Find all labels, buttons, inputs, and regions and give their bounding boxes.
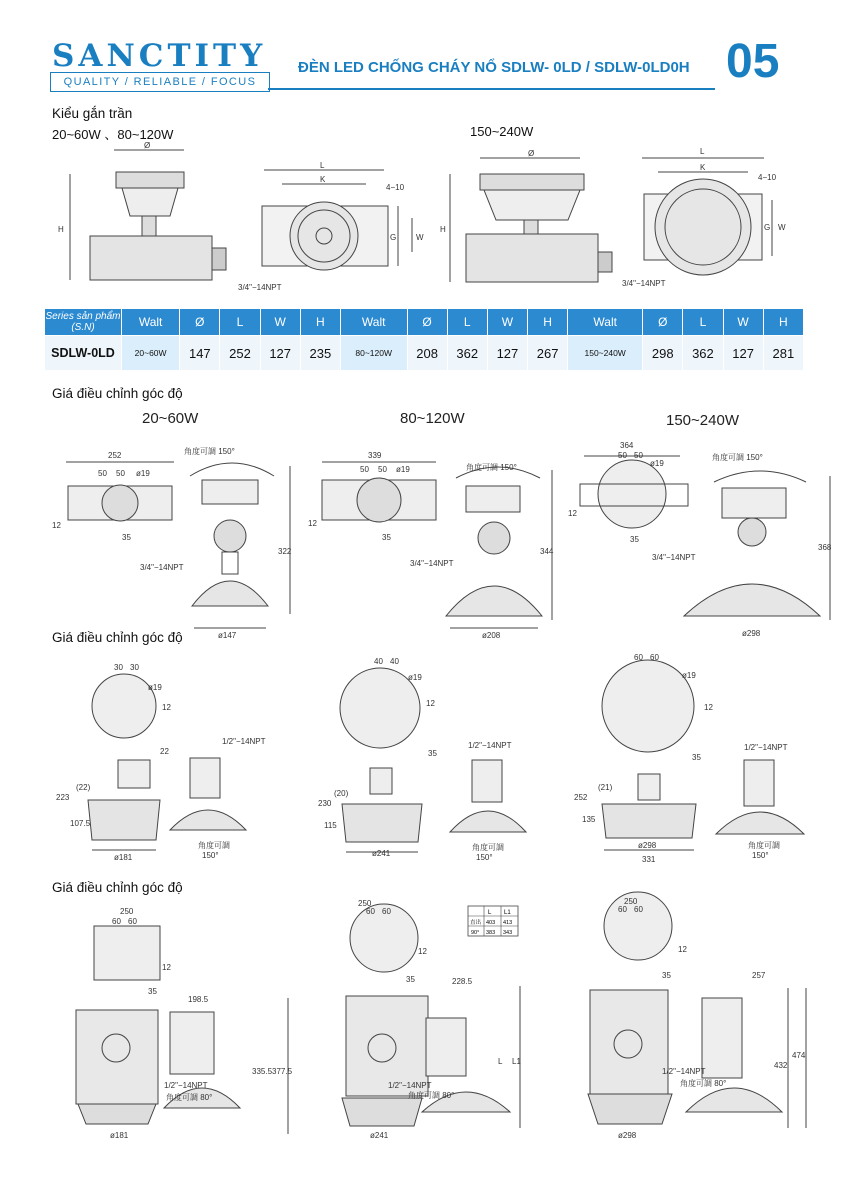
dim-c-width: 364: [620, 441, 634, 450]
s3-b-npt: 1/2"−14NPT: [468, 741, 512, 750]
td-w-1: 127: [260, 336, 300, 371]
s4-a-off: 12: [162, 963, 171, 972]
s4-a-dia: ø181: [110, 1131, 129, 1140]
s3-b-h1: 230: [318, 799, 332, 808]
s3-b-off: 12: [426, 699, 435, 708]
th-watt-3: Walt: [568, 309, 643, 336]
td-watt-3: 150~240W: [568, 336, 643, 371]
s3-c-h2: (21): [598, 783, 613, 792]
page-number: 05: [726, 35, 780, 88]
s3-c-side: 35: [692, 753, 701, 762]
spec-table: [44, 308, 804, 371]
mini-r2-l: 383: [486, 930, 496, 936]
td-w-3: 127: [723, 336, 763, 371]
td-l-2: 362: [447, 336, 487, 371]
s4-b-h2: L1: [512, 1057, 521, 1066]
label-k-1: K: [320, 175, 326, 184]
mini-r1-l: 403: [486, 920, 496, 926]
s4-a-angle: 角度可調 80°: [166, 1093, 213, 1102]
s4-b-d1: 60: [366, 907, 375, 916]
label-holes-1: 4−10: [386, 183, 405, 192]
s3-c-angle-value: 150°: [752, 851, 769, 860]
dim-a-npt: 3/4"−14NPT: [140, 563, 184, 572]
dim-b-side: 12: [308, 519, 317, 528]
th-l-3: L: [683, 309, 723, 336]
s3-b-angle-label: 角度可調: [472, 843, 504, 852]
dim-a-angle: 角度可調 150°: [184, 447, 235, 456]
s4-b-dia: ø241: [370, 1131, 389, 1140]
label-npt-2: 3/4"−14NPT: [622, 279, 666, 288]
s3-a-angle-label: 角度可調: [198, 841, 230, 850]
s3-a-h3: 107.5: [70, 819, 91, 828]
brand-tagline: QUALITY / RELIABLE / FOCUS: [50, 72, 270, 92]
s3-b-angle-value: 150°: [476, 853, 493, 862]
s4-b-d2: 60: [382, 907, 391, 916]
s4-a-width: 250: [120, 907, 134, 916]
dim-c-height: 368: [818, 543, 832, 552]
label-l-2: L: [700, 147, 705, 156]
s4-c-d1: 60: [618, 905, 627, 914]
dim-c-d1: 50: [618, 451, 627, 460]
caption-bracket-c: 150~240W: [666, 412, 739, 429]
caption-small-range: 20~60W 、80~120W: [52, 127, 174, 142]
td-dia-3: 298: [643, 336, 683, 371]
s3-b-h3: 115: [324, 821, 337, 830]
s4-b-width: 250: [358, 899, 372, 908]
td-l-1: 252: [220, 336, 260, 371]
s4-b-angle: 角度可調 80°: [408, 1091, 455, 1100]
s3-c-d2: 60: [650, 653, 659, 662]
dim-a-side: 12: [52, 521, 61, 530]
dim-b-angle: 角度可調 150°: [466, 463, 517, 472]
label-h-2: H: [440, 225, 446, 234]
dim-c-npt: 3/4"−14NPT: [652, 553, 696, 562]
dim-c-side: 12: [568, 509, 577, 518]
th-dia-1: Ø: [180, 309, 220, 336]
s3-a-d1: 30: [114, 663, 123, 672]
th-h-3: H: [763, 309, 803, 336]
th-w-3: W: [723, 309, 763, 336]
s3-a-hole: ø19: [148, 683, 162, 692]
caption-bracket-b: 80~120W: [400, 410, 465, 427]
td-h-1: 235: [300, 336, 340, 371]
label-npt-1: 3/4"−14NPT: [238, 283, 282, 292]
s4-c-width: 250: [624, 897, 638, 906]
s4-a-d1: 60: [112, 917, 121, 926]
s4-c-d2: 60: [634, 905, 643, 914]
td-w-2: 127: [487, 336, 527, 371]
mini-th-l: L: [488, 910, 492, 916]
s3-b-side: 35: [428, 749, 437, 758]
dim-a-hole: ø19: [136, 469, 150, 478]
td-dia-1: 147: [180, 336, 220, 371]
dim-b-dia: ø208: [482, 631, 501, 640]
spec-table-header: [45, 309, 804, 336]
dim-b-npt: 3/4"−14NPT: [410, 559, 454, 568]
dim-c-angle: 角度可調 150°: [712, 453, 763, 462]
td-watt-1: 20~60W: [122, 336, 180, 371]
s3-c-hole: ø19: [682, 671, 696, 680]
label-w-1: W: [416, 233, 424, 242]
td-h-2: 267: [528, 336, 568, 371]
dim-a-off: 35: [122, 533, 131, 542]
label-h-1: H: [58, 225, 64, 234]
s3-c-dia: ø298: [638, 841, 657, 850]
dim-b-off: 35: [382, 533, 391, 542]
dim-a-dia: ø147: [218, 631, 237, 640]
header-rule: [268, 88, 715, 90]
bracket-drawings-row3: [52, 898, 812, 1148]
label-holes-2: 4−10: [758, 173, 777, 182]
s4-a-npt: 1/2"−14NPT: [164, 1081, 208, 1090]
s3-c-width: 331: [642, 855, 656, 864]
s3-b-h2: (20): [334, 789, 349, 798]
dim-c-dia: ø298: [742, 629, 761, 638]
s3-a-angle-value: 150°: [202, 851, 219, 860]
th-w-1: W: [260, 309, 300, 336]
s4-a-h1: 335.5: [252, 1067, 273, 1076]
label-l-1: L: [320, 161, 325, 170]
s4-b-side: 35: [406, 975, 415, 984]
td-h-3: 281: [763, 336, 803, 371]
th-dia-3: Ø: [643, 309, 683, 336]
td-series: SDLW-0LD: [45, 336, 122, 371]
s4-c-h2: 474: [792, 1051, 806, 1060]
dim-c-hole: ø19: [650, 459, 664, 468]
dim-b-d2: 50: [378, 465, 387, 474]
mini-th-l1: L1: [504, 910, 511, 916]
s3-c-h3: 135: [582, 815, 596, 824]
s4-c-depth: 257: [752, 971, 766, 980]
s3-a-off: 12: [162, 703, 171, 712]
th-watt-2: Walt: [340, 309, 407, 336]
s3-a-npt: 1/2"−14NPT: [222, 737, 266, 746]
s4-c-npt: 1/2"−14NPT: [662, 1067, 706, 1076]
td-l-3: 362: [683, 336, 723, 371]
s3-c-angle-label: 角度可調: [748, 841, 780, 850]
s3-b-d1: 40: [374, 657, 383, 666]
s3-a-side: 22: [160, 747, 169, 756]
dim-c-off: 35: [630, 535, 639, 544]
dim-b-height: 344: [540, 547, 554, 556]
section-title-bracket-2: Giá điều chỉnh góc độ: [52, 630, 183, 645]
dim-b-width: 339: [368, 451, 382, 460]
s4-c-h1: 432: [774, 1061, 788, 1070]
s3-a-dia: ø181: [114, 853, 133, 862]
label-dia-1: Ø: [144, 141, 151, 150]
caption-bracket-a: 20~60W: [142, 410, 199, 427]
s3-c-d1: 60: [634, 653, 643, 662]
dim-c-d2: 50: [634, 451, 643, 460]
s4-b-npt: 1/2"−14NPT: [388, 1081, 432, 1090]
mini-r2-l1: 343: [503, 930, 513, 936]
s3-c-h1: 252: [574, 793, 588, 802]
td-watt-2: 80~120W: [340, 336, 407, 371]
th-h-1: H: [300, 309, 340, 336]
s4-b-depth: 228.5: [452, 977, 473, 986]
s3-c-npt: 1/2"−14NPT: [744, 743, 788, 752]
label-g-1: G: [390, 233, 397, 242]
th-dia-2: Ø: [407, 309, 447, 336]
th-w-2: W: [487, 309, 527, 336]
mini-r1-label: 直出: [470, 920, 482, 926]
s3-b-d2: 40: [390, 657, 399, 666]
bracket-drawings-row1: [52, 436, 832, 646]
s4-a-d2: 60: [128, 917, 137, 926]
ceiling-mount-drawings: [52, 140, 812, 300]
s3-a-h2: (22): [76, 783, 91, 792]
th-watt-1: Walt: [122, 309, 180, 336]
dim-b-hole: ø19: [396, 465, 410, 474]
s4-c-off: 12: [678, 945, 687, 954]
dim-a-d1: 50: [98, 469, 107, 478]
s4-c-angle: 角度可調 80°: [680, 1079, 727, 1088]
dim-a-d2: 50: [116, 469, 125, 478]
section-title-ceiling: Kiểu gắn trần: [52, 106, 133, 121]
th-l-2: L: [447, 309, 487, 336]
caption-large-range: 150~240W: [470, 124, 534, 139]
s4-b-off: 12: [418, 947, 427, 956]
s3-b-hole: ø19: [408, 673, 422, 682]
s3-b-dia: ø241: [372, 849, 391, 858]
s3-c-off: 12: [704, 703, 713, 712]
th-l-1: L: [220, 309, 260, 336]
mini-r2-label: 90°: [471, 930, 480, 936]
section-title-bracket-1: Giá điều chỉnh góc độ: [52, 386, 183, 401]
s3-a-h1: 223: [56, 793, 70, 802]
s4-a-depth: 198.5: [188, 995, 209, 1004]
spec-table-row: [45, 336, 804, 371]
s4-b-h1: L: [498, 1057, 503, 1066]
dim-a-width: 252: [108, 451, 122, 460]
mini-r1-l1: 413: [503, 920, 513, 926]
th-h-2: H: [528, 309, 568, 336]
s3-a-d2: 30: [130, 663, 139, 672]
bracket-drawings-row2: [52, 650, 812, 864]
section-title-bracket-3: Giá điều chỉnh góc độ: [52, 880, 183, 895]
brand-logo: SANCTITY: [52, 38, 267, 74]
dim-b-d1: 50: [360, 465, 369, 474]
th-series: Series sản phẩm (S.N): [45, 309, 122, 336]
s4-a-side: 35: [148, 987, 157, 996]
label-k-2: K: [700, 163, 706, 172]
page-title: ĐÈN LED CHỐNG CHÁY NỔ SDLW- 0LD / SDLW-0LD0H: [298, 59, 690, 76]
s4-c-side: 35: [662, 971, 671, 980]
label-w-2: W: [778, 223, 786, 232]
label-g-2: G: [764, 223, 771, 232]
label-dia-2: Ø: [528, 149, 535, 158]
td-dia-2: 208: [407, 336, 447, 371]
s4-c-dia: ø298: [618, 1131, 637, 1140]
s4-a-h2: 377.5: [272, 1067, 293, 1076]
dim-a-height: 322: [278, 547, 292, 556]
